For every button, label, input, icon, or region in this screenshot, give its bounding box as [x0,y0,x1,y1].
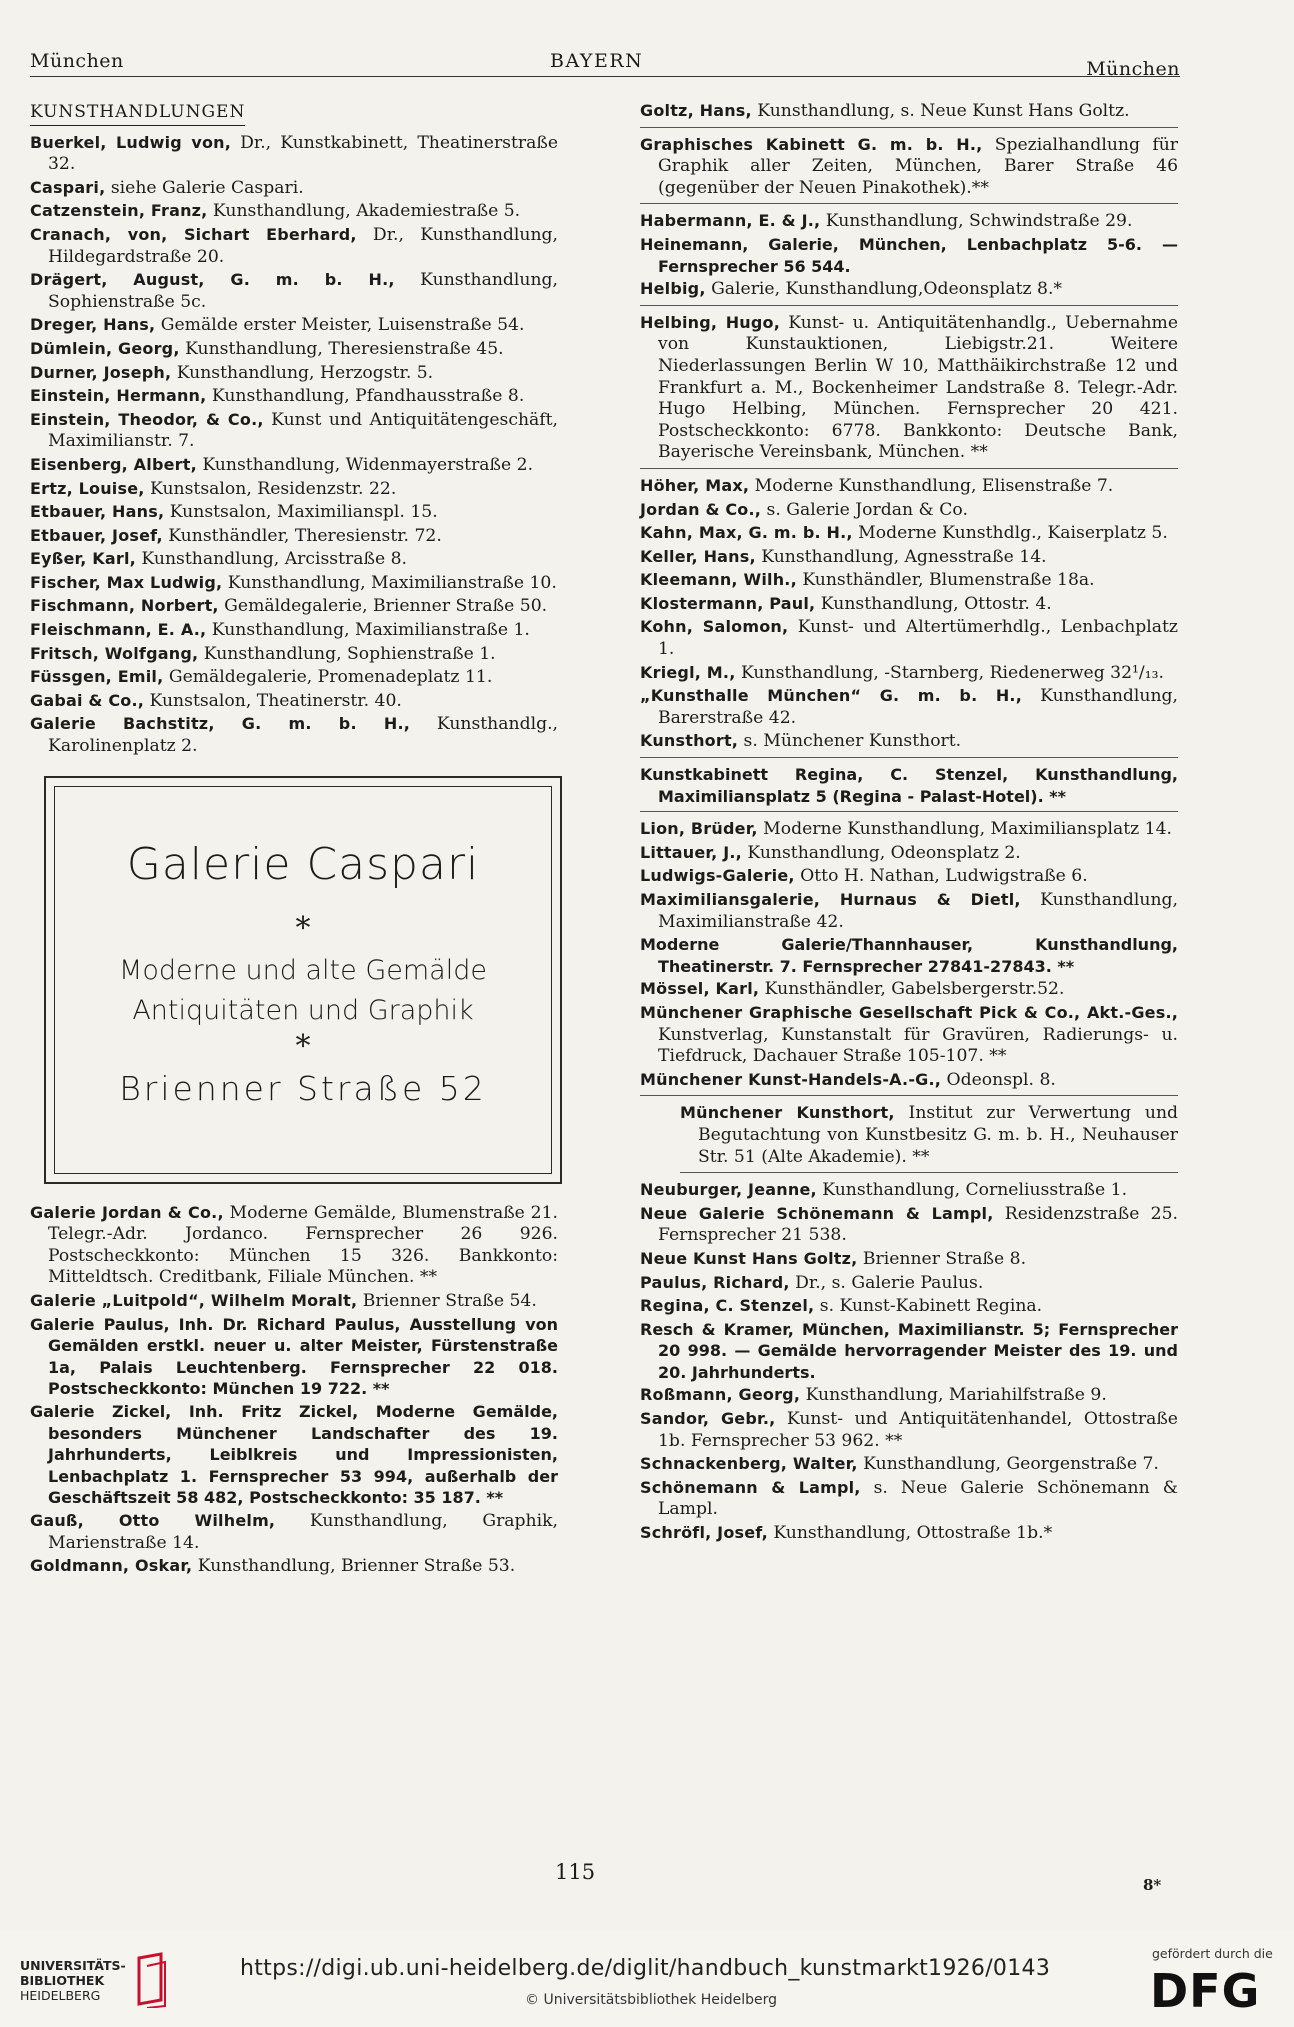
directory-entry [30,478,558,501]
entry-text: Kunsthandlung, Brienner Straße 53. [192,1556,516,1577]
header-rule [30,76,1180,77]
directory-entry [640,100,1178,128]
entry-text: Gemälde erster Meister, Luisenstraße 54. [155,315,525,336]
entry-name: Schnackenberg, Walter, [640,1454,858,1474]
entry-text: Institut zur Verwertung und Begutachtung von Kunstbesitz G. m. b. H., Neuhauser Str. 51 (Alte Akademie). ** [698,1103,1179,1167]
entry-text: Kunsthandlung, Pfandhausstraße 8. [206,386,525,407]
directory-entry [640,818,1178,841]
entry-text: Kunsthandlung, Mariahilfstraße 9. [800,1385,1107,1406]
directory-entry [640,522,1178,545]
directory-entry [30,572,558,595]
entry-name: Dreger, Hans, [30,315,156,335]
directory-entry [30,1510,558,1554]
directory-entry [640,569,1178,592]
directory-entry [30,362,558,385]
entry-name: Galerie „Luitpold“, Wilhelm Moralt, [30,1291,358,1310]
entry-name: Catzenstein, Franz, [30,201,208,221]
directory-entry [640,889,1178,933]
entry-text: Brienner Straße 8. [857,1248,1027,1269]
directory-entry [30,269,558,313]
funding-note: gefördert durch die [1152,1946,1273,1961]
directory-entry [30,177,558,200]
ub-line-1: UNIVERSITÄTS- [20,1958,126,1973]
entry-name: Ludwigs-Galerie, [640,866,795,886]
section-heading: KUNSTHANDLUNGEN [30,102,245,126]
entry-name: Habermann, E. & J., [640,211,821,231]
entry-text: Kunsthandlung, Schwindstraße 29. [820,211,1133,232]
entry-name: „Kunsthalle München“ G. m. b. H., [640,686,1022,706]
entry-name: Galerie Jordan & Co., [30,1202,224,1222]
permalink-url[interactable]: https://digi.ub.uni-heidelberg.de/diglit/handbuch_kunstmarkt1926/0143 [240,1956,1051,1981]
entry-name: Fritsch, Wolfgang, [30,643,199,663]
ad-title: Galerie Caspari [126,838,480,890]
directory-entry [640,1453,1178,1476]
entry-name: Paulus, Richard, [640,1272,790,1292]
directory-entry [30,501,558,524]
directory-entry [640,685,1178,729]
entry-name: Ertz, Louise, [30,478,145,498]
entry-name: Mössel, Karl, [640,979,760,999]
entry-name: Regina, C. Stenzel, [640,1296,815,1316]
entry-text: Gemäldegalerie, Brienner Straße 50. [218,596,548,617]
directory-entry [640,865,1178,888]
directory-entry [30,224,558,268]
directory-entry [640,278,1178,306]
directory-entry [30,409,558,453]
entry-name: Caspari, [30,177,106,197]
entry-text: Kunstsalon, Maximilianspl. 15. [164,502,438,523]
directory-entry [640,662,1178,685]
ad-star-icon: * [295,1028,311,1064]
directory-entry [640,499,1178,522]
signature-mark: 8* [1143,1876,1162,1894]
directory-entry [640,842,1178,865]
entry-text: Odeonspl. 8. [941,1069,1056,1090]
ad-star-icon: * [295,910,311,946]
ub-line-3: HEIDELBERG [20,1988,101,2003]
entry-name: Münchener Kunst-Handels-A.-G., [640,1069,942,1089]
directory-entry [640,1002,1178,1068]
ub-line-2: BIBLIOTHEK [20,1973,105,1988]
entry-text: Kunst und Antiquitätengeschäft, Maximilianstr. 7. [48,409,558,452]
directory-entry: Galerie Paulus, Inh. Dr. Richard Paulus, Ausstellung von Gemälden erstkl. neuer u. alter Meister, Fürstenstraße 1a, Palais Leuchtenberg. Fernsprecher 22 018. Postscheckkonto: München 19 722. ** [30,1314,558,1399]
entry-text: Kunst- und Antiquitätenhandel, Ottostraße 1b. Fernsprecher 53 962. ** [658,1409,1178,1451]
entry-text: Kunsthandlung, Ottostr. 4. [815,593,1052,614]
entry-list-right [640,100,1178,1545]
directory-entry [640,1069,1178,1097]
directory-entry: Resch & Kramer, München, Maximilianstr. 5; Fernsprecher 20 998. — Gemälde hervorragender Meister des 19. und 20. Jahrhunderts. [640,1319,1178,1382]
copyright-notice: © Universitätsbibliothek Heidelberg [525,1992,778,2008]
entry-name: Neue Galerie Schönemann & Lampl, [640,1203,994,1223]
directory-entry [640,1295,1178,1318]
directory-entry [640,593,1178,616]
entry-text: Kunsthandlung, Maximilianstraße 10. [222,572,557,593]
entry-name: Etbauer, Josef, [30,525,163,545]
entry-name: Münchener Graphische Gesellschaft Pick & Co., Akt.-Ges., [640,1002,1178,1022]
entry-name: Kriegl, M., [640,662,736,682]
directory-entry [30,200,558,223]
entry-text: Kunstverlag, Kunstanstalt für Gravüren, Radierungs- u. Tiefdruck, Dachauer Straße 105-107. ** [658,1024,1178,1067]
directory-entry [30,338,558,361]
entry-text: Moderne Kunsthandlung, Elisenstraße 7. [749,475,1114,496]
directory-entry [640,1477,1178,1521]
entry-text: Kunsthandlung, Theresienstraße 45. [179,338,504,359]
directory-entry [30,385,558,408]
entry-name: Fleischmann, E. A., [30,620,207,640]
entry-text: Kunsthandlung, Sophienstraße 1. [198,643,496,664]
entry-text: Kunsthandlung, Corneliusstraße 1. [816,1180,1128,1201]
directory-entry: Kunstkabinett Regina, C. Stenzel, Kunsthandlung, Maximiliansplatz 5 (Regina - Palast-Hotel). ** [640,764,1178,812]
entry-text: Moderne Kunsthdlg., Kaiserplatz 5. [852,523,1168,544]
directory-entry [30,666,558,689]
advertisement-galerie-caspari [44,776,562,1184]
entry-text: Kunsthandlung, Barerstraße 42. [658,686,1178,728]
directory-entry [30,132,558,176]
entry-name: Helbing, Hugo, [640,312,781,332]
left-column [30,100,558,1579]
directory-entry [30,525,558,548]
entry-name: Drägert, August, G. m. b. H., [30,270,395,290]
entry-text: Dr., s. Galerie Paulus. [789,1272,984,1293]
entry-name: Einstein, Hermann, [30,386,207,406]
directory-entry [640,475,1178,498]
entry-name: Dümlein, Georg, [30,338,180,358]
directory-entry [640,1272,1178,1295]
entry-name: Sandor, Gebr., [640,1409,776,1429]
entry-name: Neue Kunst Hans Goltz, [640,1248,858,1268]
directory-entry [30,1202,558,1289]
entry-name: Münchener Kunsthort, [680,1103,895,1123]
directory-entry [30,1555,558,1578]
entry-text: Kunsthandlung, Graphik, Marienstraße 14. [48,1510,558,1553]
entry-text: siehe Galerie Caspari. [105,177,304,198]
entry-text: Dr., Kunsthandlung, Hildegardstraße 20. [48,224,559,267]
directory-entry [640,1248,1178,1271]
directory-entry [30,1290,558,1313]
directory-entry [30,619,558,642]
entry-text: Kunsthandlung, Widenmayerstraße 2. [196,454,534,475]
entry-text: s. Kunst-Kabinett Regina. [814,1296,1043,1317]
directory-entry [640,978,1178,1001]
entry-name: Eyßer, Karl, [30,549,136,569]
entry-text: Kunsthandlung, s. Neue Kunst Hans Goltz. [751,101,1130,121]
entry-text: Spezialhandlung für Graphik aller Zeiten, München, Barer Straße 46 (gegenüber der Neuen Pinakothek).** [658,134,1178,198]
entry-name: Roßmann, Georg, [640,1385,801,1405]
ub-logo-mark-icon [135,1952,169,2008]
entry-name: Schönemann & Lampl, [640,1477,861,1497]
entry-name: Cranach, von, Sichart Eberhard, [30,224,357,244]
entry-text: Kunstsalon, Theatinerstr. 40. [144,690,402,711]
directory-entry [640,312,1178,469]
entry-name: Kahn, Max, G. m. b. H., [640,523,853,543]
entry-name: Fischmann, Norbert, [30,596,219,616]
university-library-logo [20,1958,126,2003]
directory-entry [30,314,558,337]
entry-text: Kunsthandlung, Sophienstraße 5c. [48,270,558,312]
running-head-left: München [30,50,124,72]
directory-entry [30,643,558,666]
entry-text: s. Münchener Kunsthort. [738,731,962,752]
entry-name: Einstein, Theodor, & Co., [30,409,264,429]
entry-text: Kunsthandlung, Maximilianstraße 1. [206,620,530,641]
directory-entry [640,134,1178,205]
entry-text: Kunsthandlung, Herzogstr. 5. [171,362,434,383]
entry-name: Höher, Max, [640,475,750,495]
entry-text: Kunst- und Altertümerhdlg., Lenbachplatz 1. [658,617,1178,660]
directory-entry [30,548,558,571]
directory-entry: Galerie Zickel, Inh. Fritz Zickel, Moderne Gemälde, besonders Münchener Landschafter des 19. Jahrhunderts, Leiblkreis und Impressionisten, Lenbachplatz 1. Fernsprecher 53 994, außerhalb der Geschäftszeit 58 482, Postscheckkonto: 35 187. ** [30,1401,558,1508]
directory-entry [640,1203,1178,1247]
entry-name: Kleemann, Wilh., [640,570,797,590]
running-head-right: München [1086,58,1180,80]
entry-text: Kunsthandlg., Karolinenplatz 2. [48,714,558,757]
entry-text: Kunst- u. Antiquitätenhandlg., Uebernahme von Kunstauktionen, Liebigstr.21. Weitere Niederlassungen Berlin W 10, Matthäikirchstraße 12 und Frankfurt a. M., Bockenheimer Landstraße 8. Telegr.-Adr. Hugo Helbing, München. Fernsprecher 20 421. Postscheckkonto: 6778. Bankkonto: Deutsche Bank, Bayerische Vereinsbank, München. ** [658,312,1178,463]
entry-text: Gemäldegalerie, Promenadeplatz 11. [163,667,493,688]
ad-line-2: Antiquitäten und Graphik [132,994,474,1026]
entry-text: s. Neue Galerie Schönemann & Lampl. [658,1477,1178,1520]
entry-text: Otto H. Nathan, Ludwigstraße 6. [794,866,1088,887]
directory-entry [640,546,1178,569]
directory-entry [680,1102,1178,1173]
directory-entry [30,454,558,477]
entry-text: Kunsthandlung, Georgenstraße 7. [857,1454,1159,1475]
entry-name: Durner, Joseph, [30,362,172,382]
entry-text: Dr., Kunstkabinett, Theatinerstraße 32. [48,132,558,175]
entry-name: Goldmann, Oskar, [30,1556,193,1576]
directory-entry [640,1522,1178,1545]
entry-list-left-top [30,132,558,758]
entry-name: Keller, Hans, [640,546,756,566]
directory-entry: Heinemann, Galerie, München, Lenbachplatz 5-6. — Fernsprecher 56 544. [640,234,1178,276]
entry-name: Goltz, Hans, [640,101,752,120]
entry-text: Kunsthändler, Gabelsbergerstr.52. [759,979,1065,1000]
running-head-center: BAYERN [550,50,644,72]
directory-entry [640,1408,1178,1452]
entry-text: Kunsthandlung, Ottostraße 1b.* [767,1523,1053,1544]
directory-entry [640,1384,1178,1407]
ad-line-1: Moderne und alte Gemälde [119,954,487,986]
entry-text: Kunsthandlung, Akademiestraße 5. [207,201,521,222]
directory-entry [30,690,558,713]
entry-text: Kunsthändler, Theresienstr. 72. [162,525,442,546]
entry-text: Brienner Straße 54. [357,1291,537,1311]
directory-entry [640,616,1178,660]
entry-text: Kunstsalon, Residenzstr. 22. [144,478,397,499]
viewer-footer [0,1930,1294,2027]
entry-name: Fischer, Max Ludwig, [30,572,223,592]
entry-name: Lion, Brüder, [640,819,758,839]
directory-entry [30,713,558,757]
entry-text: Kunsthandlung, Odeonsplatz 2. [741,842,1021,863]
entry-text: Kunsthandlung, Maximilianstraße 42. [658,890,1178,932]
entry-name: Helbig, [640,279,706,299]
entry-name: Eisenberg, Albert, [30,454,197,474]
entry-name: Klostermann, Paul, [640,593,816,613]
directory-entry: Moderne Galerie/Thannhauser, Kunsthandlung, Theatinerstr. 7. Fernsprecher 27841-27843. ** [640,935,1178,976]
entry-text: Kunsthandlung, Agnesstraße 14. [755,546,1047,567]
entry-name: Gabai & Co., [30,690,145,710]
page-number: 115 [555,1860,596,1884]
running-head [30,44,1180,78]
entry-name: Littauer, J., [640,842,742,862]
directory-entry [640,1179,1178,1202]
entry-text: Residenzstraße 25. Fernsprecher 21 538. [658,1203,1178,1246]
entry-name: Schröfl, Josef, [640,1523,768,1543]
entry-name: Jordan & Co., [640,499,762,519]
entry-text: Galerie, Kunsthandlung,Odeonsplatz 8.* [705,279,1063,300]
entry-name: Kunsthort, [640,731,739,751]
ad-address: Brienner Straße 52 [119,1068,487,1108]
entry-name: Maximiliansgalerie, Hurnaus & Dietl, [640,890,1021,909]
entry-name: Buerkel, Ludwig von, [30,132,232,152]
entry-text: Kunsthandlung, Arcisstraße 8. [135,549,407,570]
entry-name: Etbauer, Hans, [30,502,165,522]
directory-entry [640,210,1178,233]
entry-list-left-bottom [30,1202,558,1578]
directory-entry [640,730,1178,758]
entry-name: Füssgen, Emil, [30,667,164,687]
entry-text: s. Galerie Jordan & Co. [761,499,968,520]
entry-text: Kunsthandlung, -Starnberg, Riedenerweg 32¹/₁₃. [735,662,1164,683]
entry-text: Kunsthändler, Blumenstraße 18a. [796,570,1095,591]
dfg-logo: DFG [1150,1964,1261,2018]
entry-name: Neuburger, Jeanne, [640,1180,817,1200]
entry-text: Moderne Gemälde, Blumenstraße 21. Telegr.-Adr. Jordanco. Fernsprecher 26 926. Postscheckkonto: München 15 326. Bankkonto: Mitteldtsch. Creditbank, Filiale München. ** [48,1202,558,1288]
right-column [640,100,1178,1546]
directory-entry [30,595,558,618]
entry-name: Gauß, Otto Wilhelm, [30,1510,276,1530]
entry-name: Kohn, Salomon, [640,617,789,637]
entry-name: Graphisches Kabinett G. m. b. H., [640,134,983,154]
entry-name: Galerie Bachstitz, G. m. b. H., [30,714,411,734]
entry-text: Moderne Kunsthandlung, Maximiliansplatz 14. [757,819,1172,840]
